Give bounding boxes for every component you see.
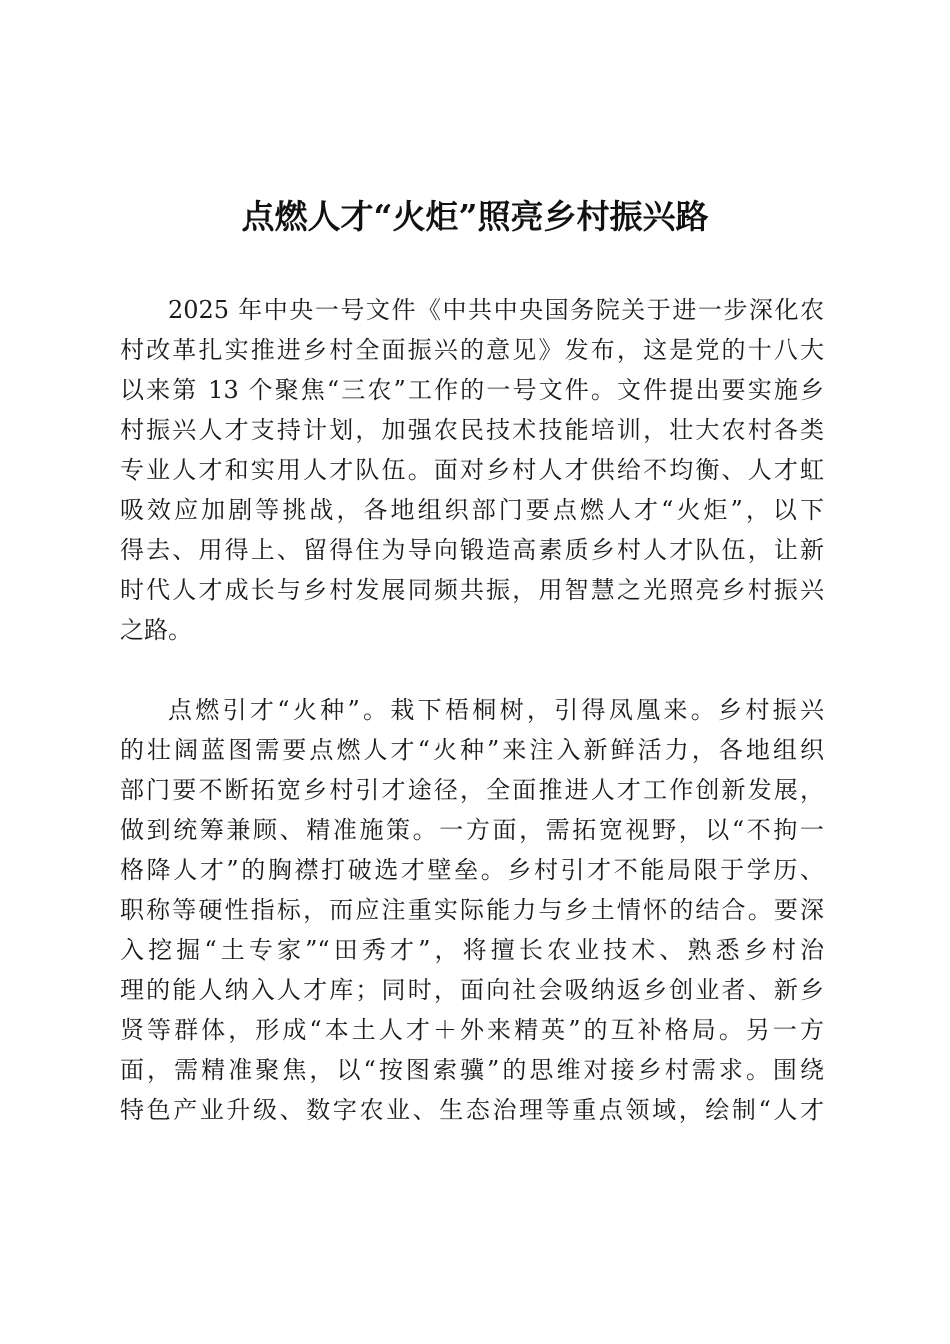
text-line: 部门要不断拓宽乡村引才途径，全面推进人才工作创新发展， [120, 776, 824, 804]
text-line: 专业人才和实用人才队伍。面对乡村人才供给不均衡、人才虹 [120, 456, 824, 484]
text-line: 职称等硬性指标，而应注重实际能力与乡土情怀的结合。要深 [120, 896, 824, 924]
text-line: 面，需精准聚焦，以“按图索骥”的思维对接乡村需求。围绕 [120, 1056, 824, 1084]
text-line: 理的能人纳入人才库；同时，面向社会吸纳返乡创业者、新乡 [120, 976, 824, 1004]
text-line: 2025 年中央一号文件《中共中央国务院关于进一步深化农 [168, 296, 824, 324]
text-line: 得去、用得上、留得住为导向锻造高素质乡村人才队伍，让新 [120, 536, 824, 564]
text-line: 时代人才成长与乡村发展同频共振，用智慧之光照亮乡村振兴 [120, 576, 824, 604]
text-line: 之路。 [120, 616, 192, 644]
text-line: 吸效应加剧等挑战，各地组织部门要点燃人才“火炬”，以下 [120, 496, 824, 524]
text-line: 特色产业升级、数字农业、生态治理等重点领域，绘制“人才 [120, 1096, 824, 1124]
text-line: 村振兴人才支持计划，加强农民技术技能培训，壮大农村各类 [120, 416, 824, 444]
document-title: 点燃人才“火炬”照亮乡村振兴路 [241, 197, 709, 236]
text-line: 村改革扎实推进乡村全面振兴的意见》发布，这是党的十八大 [120, 336, 824, 364]
text-line: 做到统筹兼顾、精准施策。一方面，需拓宽视野，以“不拘一 [120, 816, 824, 844]
text-line: 以来第 13 个聚焦“三农”工作的一号文件。文件提出要实施乡 [120, 376, 824, 404]
text-line: 入挖掘“土专家”“田秀才”，将擅长农业技术、熟悉乡村治 [120, 936, 824, 964]
text-line: 的壮阔蓝图需要点燃人才“火种”来注入新鲜活力，各地组织 [120, 736, 824, 764]
text-line: 格降人才”的胸襟打破选才壁垒。乡村引才不能局限于学历、 [120, 856, 824, 884]
text-line: 点燃引才“火种”。栽下梧桐树，引得凤凰来。乡村振兴 [168, 696, 824, 724]
text-line: 贤等群体，形成“本土人才＋外来精英”的互补格局。另一方 [120, 1016, 824, 1044]
